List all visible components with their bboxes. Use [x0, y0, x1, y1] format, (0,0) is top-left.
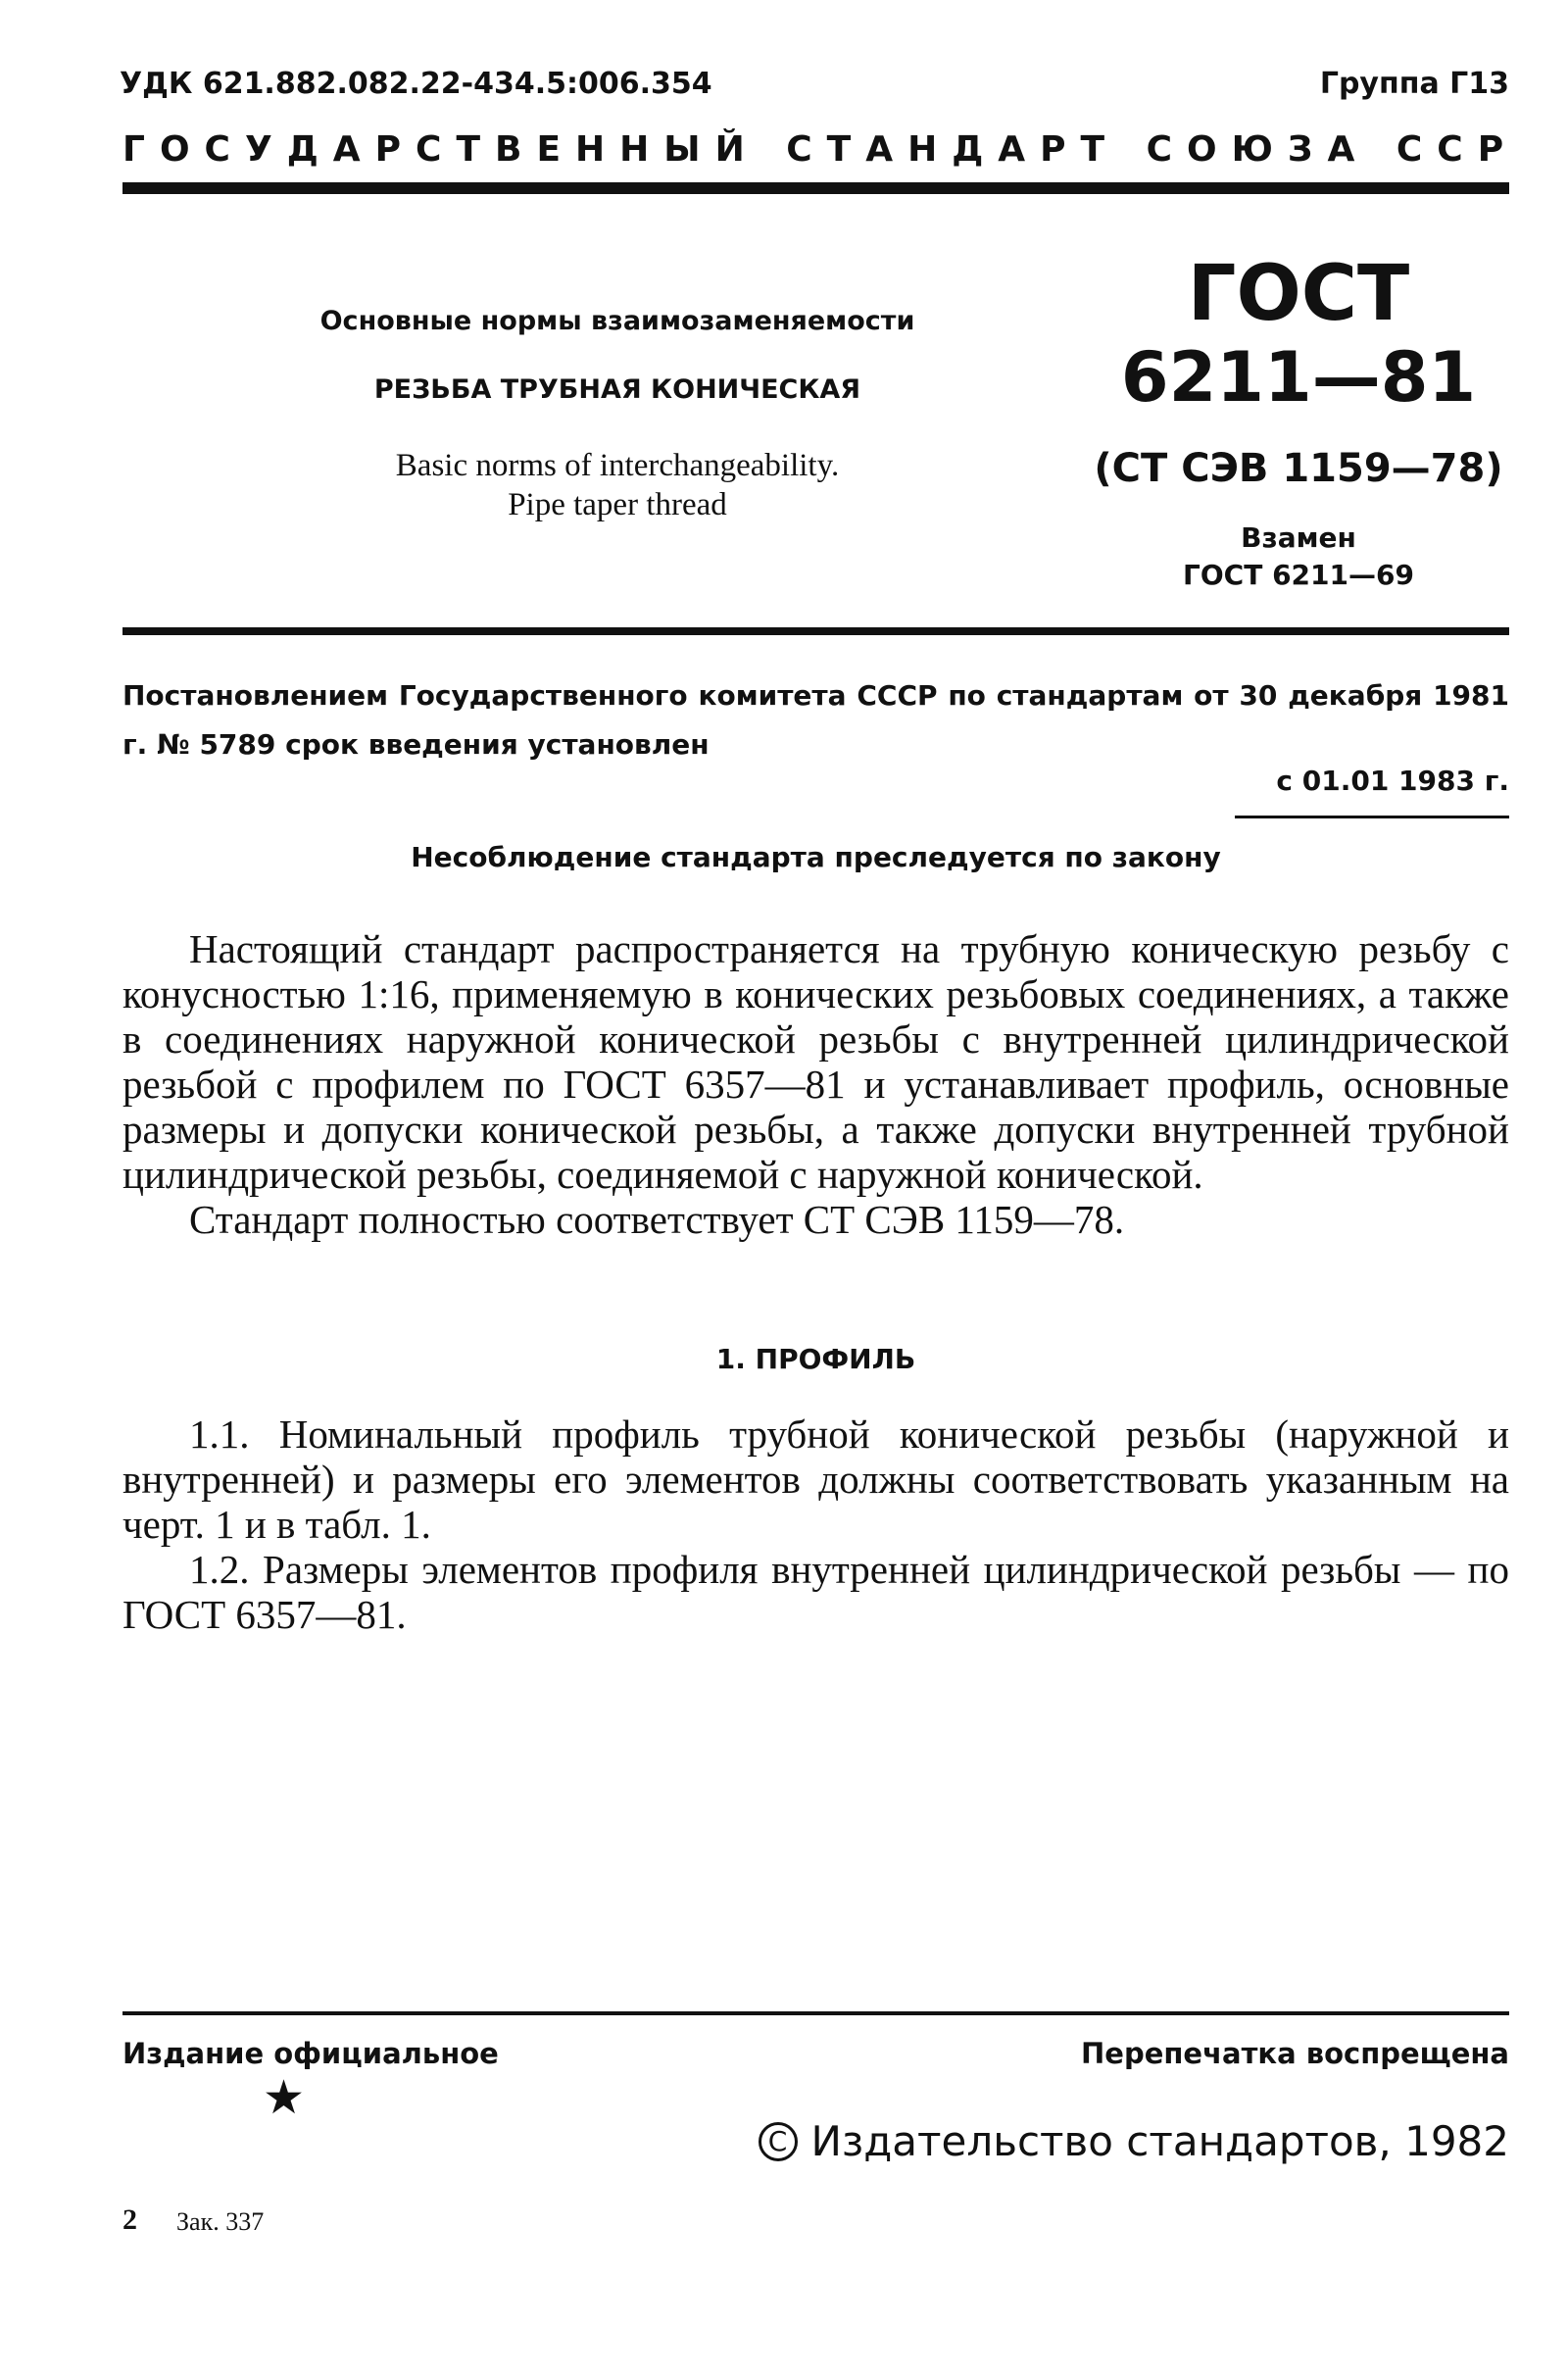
intro-paragraph: Настоящий стандарт распространяется на трубную коническую резьбу с конусностью 1:16, применяемую в конических резьбовых соединениях, а также в соединениях наружной конической резьбы с внутренней цилиндрической резьбой с профилем по ГОСТ 6357—81 и устанавливает профиль, основные размеры и допуски конической резьбы, а также допуски внутренней трубной цилиндрической резьбы, соединяемой с наружной конической. [122, 926, 1509, 1197]
english-title-line1: Basic norms of interchangeability. [395, 448, 840, 483]
title-block-rule [122, 627, 1509, 635]
norms-subtitle: Основные нормы взаимозаменяемости [319, 306, 915, 336]
footer-rule [122, 2011, 1509, 2015]
st-sev-reference: (СТ СЭВ 1159—78) [1094, 446, 1503, 491]
section-heading: 1. ПРОФИЛЬ [715, 1343, 916, 1375]
effective-date: с 01.01 1983 г. [1276, 765, 1509, 797]
header-rule [122, 182, 1509, 194]
gost-number: 6211—81 [1120, 337, 1477, 418]
document-title: РЕЗЬБА ТРУБНАЯ КОНИЧЕСКАЯ [373, 374, 861, 405]
english-title [265, 446, 970, 524]
official-edition: Издание официальное [122, 2037, 499, 2070]
clause-1-1: 1.1. Номинальный профиль трубной конической резьбы (наружной и внутренней) и размеры его элементов должны соответствовать указанным на черт. 1 и в табл. 1. [122, 1411, 1509, 1547]
clause-1-2: 1.2. Размеры элементов профиля внутренней цилиндрической резьбы — по ГОСТ 6357—81. [122, 1547, 1509, 1637]
page-number: 2 [122, 2203, 137, 2236]
intro-section [122, 926, 1509, 1242]
copyright-icon: C [759, 2122, 798, 2161]
replaces-gost: ГОСТ 6211—69 [1183, 559, 1414, 591]
publisher-name: Издательство стандартов, 1982 [810, 2117, 1509, 2165]
english-title-line2: Pipe taper thread [508, 487, 727, 522]
compliance-paragraph: Стандарт полностью соответствует СТ СЭВ 1159—78. [189, 1197, 1125, 1242]
udk-code: УДК 621.882.082.22-434.5:006.354 [120, 67, 712, 101]
replaces-block [1088, 520, 1509, 594]
section-1-body [122, 1411, 1509, 1637]
group-code: Группа Г13 [1319, 67, 1509, 101]
gost-label: ГОСТ [1187, 250, 1410, 338]
state-standard-heading: ГОСУДАРСТВЕННЫЙ СТАНДАРТ СОЮЗА ССР [122, 129, 1519, 170]
enforcement-notice: Несоблюдение стандарта преследуется по закону [411, 841, 1221, 873]
replaces-label: Взамен [1241, 521, 1356, 554]
publisher-line [759, 2117, 1509, 2165]
date-underline [1235, 816, 1509, 818]
decree-text: Постановлением Государственного комитета СССР по стандартам от 30 декабря 1981 г. № 5789 срок введения установлен [122, 679, 1509, 761]
star-icon: ★ [263, 2070, 306, 2125]
order-number: Зак. 337 [176, 2207, 265, 2236]
reprint-notice: Перепечатка воспрещена [1081, 2037, 1509, 2070]
